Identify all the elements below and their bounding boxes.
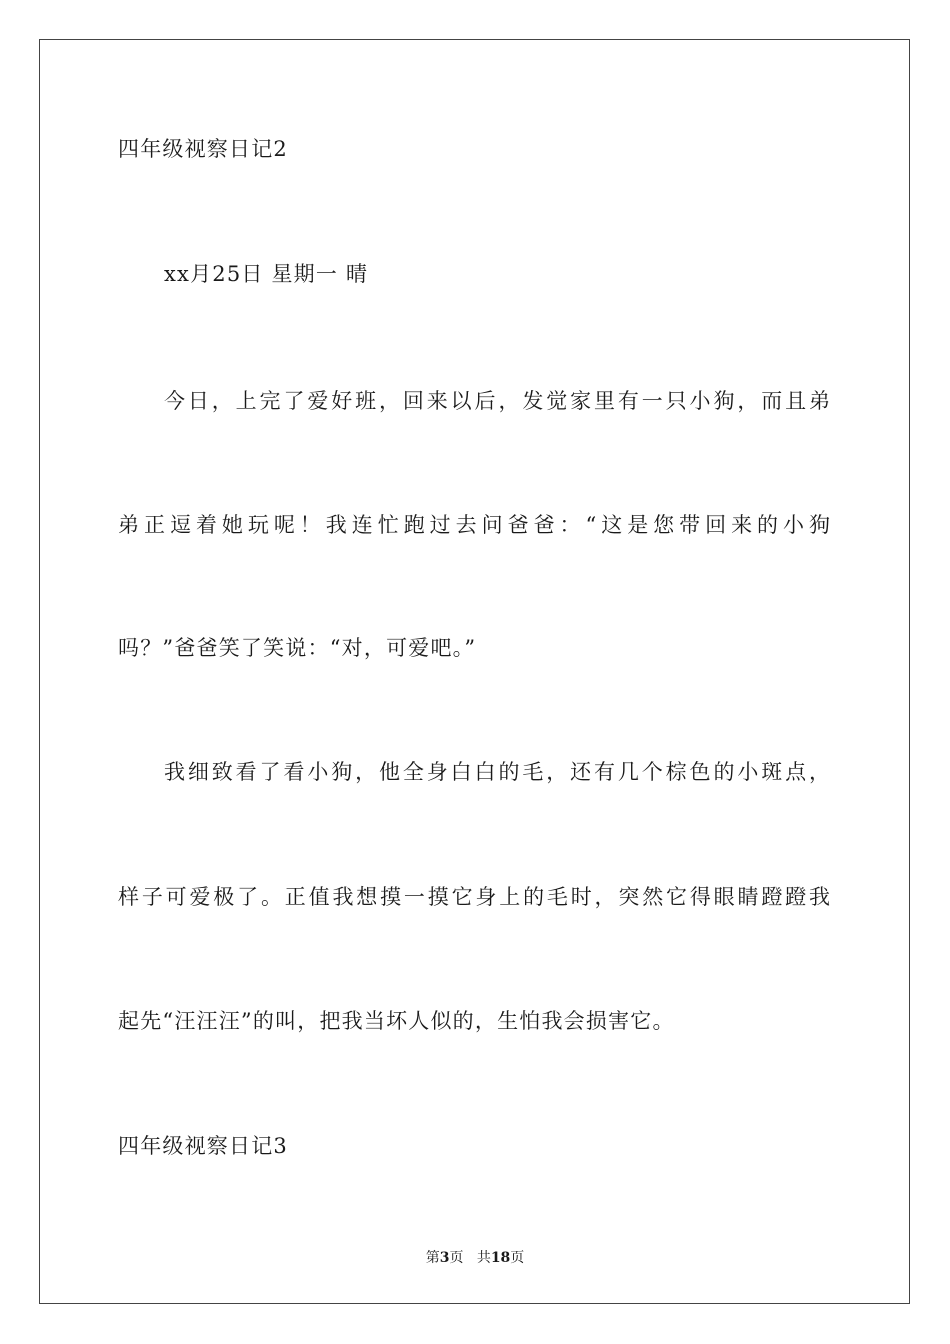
paragraph-1-line-2: 弟正逗着她玩呢！我连忙跑过去问爸爸：“这是您带回来的小狗: [118, 513, 830, 537]
diary-heading-2: 四年级视察日记2: [118, 137, 288, 161]
paragraph-2-line-2: 样子可爱极了。正值我想摸一摸它身上的毛时，突然它得眼睛蹬蹬我: [118, 885, 830, 909]
footer-total-suffix: 页: [510, 1250, 525, 1266]
paragraph-2-line-1: 我细致看了看小狗，他全身白白的毛，还有几个棕色的小斑点，: [164, 760, 830, 784]
footer-page-number: 3: [439, 1250, 450, 1266]
footer-total-pages: 18: [490, 1250, 511, 1266]
page-border: [39, 39, 910, 1304]
paragraph-2-line-3: 起先“汪汪汪”的叫，把我当坏人似的，生怕我会损害它。: [118, 1009, 675, 1033]
footer-page-prefix: 第: [425, 1250, 440, 1266]
footer-page-suffix: 页: [449, 1250, 464, 1266]
page-footer: [0, 1249, 950, 1267]
date-line: xx月25日 星期一 晴: [164, 262, 369, 286]
paragraph-1-line-1: 今日，上完了爱好班，回来以后，发觉家里有一只小狗，而且弟: [164, 389, 830, 413]
footer-total-prefix: 共: [476, 1250, 491, 1266]
paragraph-1-line-3: 吗？”爸爸笑了笑说：“对，可爱吧。”: [118, 636, 477, 660]
diary-heading-3: 四年级视察日记3: [118, 1134, 288, 1158]
